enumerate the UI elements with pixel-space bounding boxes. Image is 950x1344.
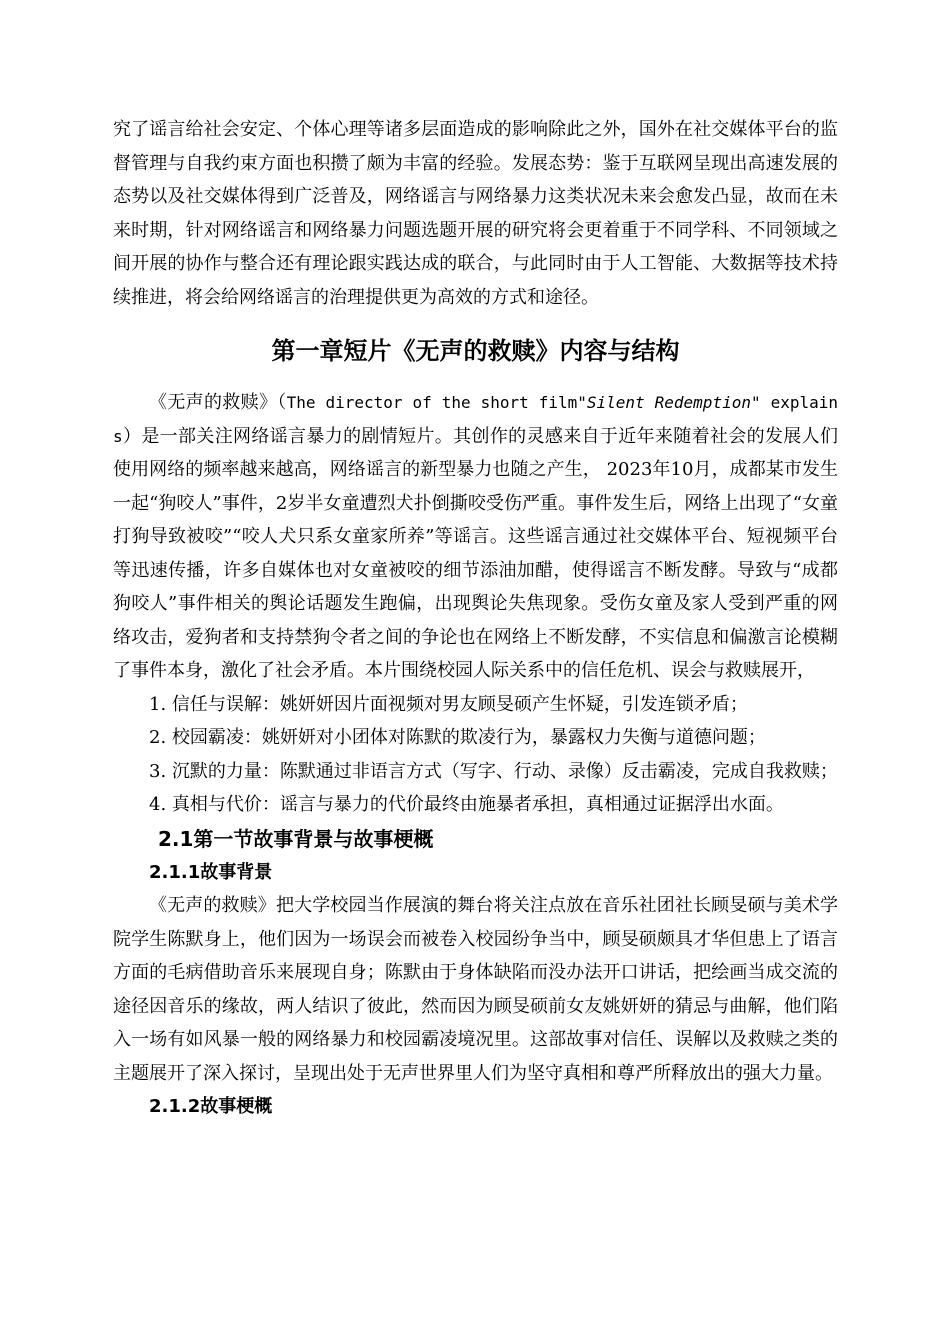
intro-english-tail: " explains <box>113 393 839 446</box>
intro-english-title: Silent Redemption <box>586 393 751 412</box>
document-page <box>113 113 838 1124</box>
theme-list-item: 1. 信任与误解：姚妍妍因片面视频对男友顾旻硕产生怀疑，引发连锁矛盾； <box>149 693 748 715</box>
paragraph-film-intro <box>113 386 838 688</box>
section-2-1-title: 2.1第一节故事背景与故事梗概 <box>158 826 434 851</box>
theme-list-item: 4. 真相与代价：谣言与暴力的代价最终由施暴者承担，真相通过证据浮出水面。 <box>149 794 784 815</box>
paragraph-overseas-research: 究了谣言给社会安定、个体心理等诸多层面造成的影响除此之外，国外在社交媒体平台的监督管理与自我约束方面也积攒了颇为丰富的经验。发展态势：鉴于互联网呈现出高速发展的态势以及社交媒体得到广泛普及，网络谣言与网络暴力这类状况未来会愈发凸显，故而在未来时期，针对网络谣言和网络暴力问题选题开展的研究将会更着重于不同学科、不同领域之间开展的协作与整合还有理论跟实践达成的联合，与此同时由于人工智能、大数据等技术持续推进，将会给网络谣言的治理提供更为高效的方式和途径。 <box>113 119 838 308</box>
section-2-1-1-title: 2.1.1故事背景 <box>149 861 273 883</box>
section-2-1-2-title: 2.1.2故事梗概 <box>149 1096 273 1117</box>
theme-list-item: 3. 沉默的力量：陈默通过非语言方式（写字、行动、录像）反击霸凌，完成自我救赎； <box>149 760 838 782</box>
intro-body: ）是一部关注网络谣言暴力的剧情短片。其创作的灵感来自于近年来随着社会的发展人们使用网络的频率越来越高，网络谣言的新型暴力也随之产生， 2023年10月，成都某市发生一起“狗咬人”事件，2岁半女童遭烈犬扑倒撕咬受伤严重。事件发生后，网络上出现了“女童打狗导致被咬”“咬人犬只系女童家所养”等谣言。这些谣言通过社交媒体平台、短视频平台等迅速传播，许多自媒体也对女童被咬的细节添油加醋，使得谣言不断发酵。导致与“成都狗咬人”事件相关的舆论话题发生跑偏，出现舆论失焦现象。受伤女童及家人受到严重的网络攻击，爱狗者和支持禁狗令者之间的争论也在网络上不断发酵，不实信息和偏激言论模糊了事件本身，激化了社会矛盾。本片围绕校园人际关系中的信任危机、误会与救赎展开， <box>113 425 838 681</box>
paragraph-story-background: 《无声的救赎》把大学校园当作展演的舞台将关注点放在音乐社团社长顾旻硕与美术学院学生陈默身上，他们因为一场误会而被卷入校园纷争当中，顾旻硕颇具才华但患上了语言方面的毛病借助音乐来展现自身；陈默由于身体缺陷而没办法开口讲话，把绘画当成交流的途径因音乐的缘故，两人结识了彼此，然而因为顾旻硕前女友姚妍妍的猜忌与曲解，他们陷入一场有如风暴一般的网络暴力和校园霸凌境况里。这部故事对信任、误解以及救赎之类的主题展开了深入探讨，呈现出处于无声世界里人们为坚守真相和尊严所释放出的强大力量。 <box>113 895 838 1084</box>
intro-prefix: 《无声的救赎》（ <box>149 392 287 413</box>
intro-english-lead: The director of the short film" <box>286 393 587 412</box>
theme-list-item: 2. 校园霸凌：姚妍妍对小团体对陈默的欺凌行为，暴露权力失衡与道德问题； <box>149 727 766 748</box>
chapter-title: 第一章短片《无声的救赎》内容与结构 <box>271 337 680 365</box>
